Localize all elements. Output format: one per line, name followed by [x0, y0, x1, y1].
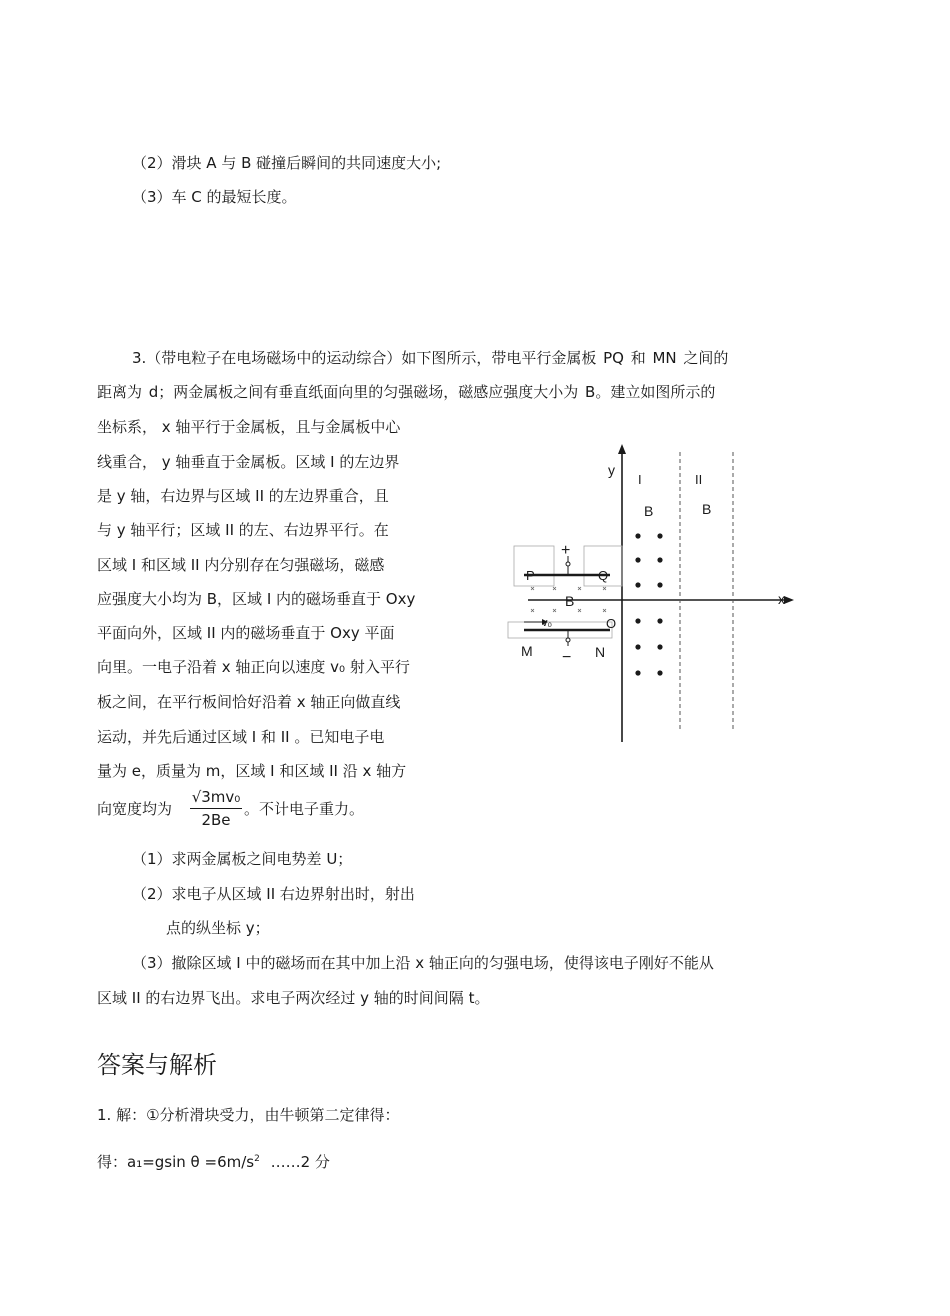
- q3-sub-3-line-1: （3）撤除区域 I 中的磁场而在其中加上沿 x 轴正向的匀强电场，使得该电子刚好不能从: [132, 954, 714, 972]
- field-cross: [531, 587, 534, 590]
- q3-body-line: 向里。一电子沿着 x 轴正向以速度 v₀ 射入平行: [97, 658, 410, 676]
- q3-body-line: 量为 e，质量为 m，区域 I 和区域 II 沿 x 轴方: [97, 762, 407, 780]
- field-dot: [657, 557, 662, 562]
- answer-line-2-main: 得：a₁=gsin θ =6m/s: [97, 1153, 255, 1171]
- field-cross: [553, 587, 556, 590]
- field-cross: [578, 587, 581, 590]
- field-diagram: [500, 440, 810, 745]
- q3-body-line: 与 y 轴平行；区域 II 的左、右边界平行。在: [97, 521, 389, 539]
- fraction-denominator: 2Be: [201, 811, 231, 829]
- field-dots: [635, 533, 662, 675]
- answer-line-2-exponent: 2: [254, 1154, 260, 1164]
- plus-sign: +: [561, 542, 571, 559]
- field-dot: [657, 644, 662, 649]
- field-dot: [635, 557, 640, 562]
- top-terminal: [566, 562, 570, 566]
- q2-part-3: （3）车 C 的最短长度。: [132, 188, 297, 206]
- q3-body-line: 板之间，在平行板间恰好沿着 x 轴正向做直线: [97, 693, 401, 711]
- answer-line-1: 1. 解：①分析滑块受力，由牛顿第二定律得：: [97, 1106, 400, 1124]
- x-axis-label: x: [778, 591, 785, 607]
- region-2-label: II: [695, 472, 703, 487]
- plate-p-label: P: [526, 568, 535, 583]
- b-label-region-1: B: [644, 503, 654, 519]
- field-cross: [603, 587, 606, 590]
- field-cross: [578, 609, 581, 612]
- answer-line-2-score: ……2 分: [270, 1153, 330, 1171]
- field-cross: [553, 609, 556, 612]
- width-prefix: 向宽度均为: [97, 800, 173, 818]
- q3-body-line: 坐标系， x 轴平行于金属板，且与金属板中心: [97, 418, 401, 436]
- answers-heading: 答案与解析: [97, 1051, 217, 1079]
- b-label-region-2: B: [702, 501, 712, 517]
- field-dot: [657, 533, 662, 538]
- q3-body-line: 线重合， y 轴垂直于金属板。区域 I 的左边界: [97, 453, 400, 471]
- field-dot: [635, 670, 640, 675]
- field-dot: [635, 582, 640, 587]
- field-dot: [657, 670, 662, 675]
- q2-part-2: （2）滑块 A 与 B 碰撞后瞬间的共同速度大小;: [132, 154, 442, 172]
- b-label-plates: B: [565, 593, 575, 609]
- width-fraction: [190, 788, 242, 829]
- region-1-label: I: [638, 472, 642, 487]
- plate-n-label: N: [595, 644, 606, 660]
- q3-sub-1: （1）求两金属板之间电势差 U；: [132, 850, 353, 868]
- bottom-terminal: [566, 638, 570, 642]
- q3-intro-line-1: 3.（带电粒子在电场磁场中的运动综合）如下图所示，带电平行金属板 PQ 和 MN 之间的: [132, 349, 729, 367]
- field-dot: [657, 582, 662, 587]
- plate-m-label: M: [521, 643, 533, 659]
- q3-body-line: 是 y 轴，右边界与区域 II 的左边界重合，且: [97, 487, 389, 505]
- field-dot: [657, 618, 662, 623]
- q3-body-line: 运动，并先后通过区域 I 和 II 。已知电子电: [97, 728, 385, 746]
- fraction-numerator: √3mv₀: [191, 788, 241, 806]
- answer-line-2: [97, 1149, 330, 1172]
- width-suffix: 。不计电子重力。: [244, 800, 365, 818]
- x-axis-arrow: [784, 596, 794, 604]
- minus-sign: −: [562, 649, 572, 666]
- field-cross: [603, 609, 606, 612]
- q3-body-line: 应强度大小均为 B，区域 I 内的磁场垂直于 Oxy: [97, 590, 416, 608]
- q3-body-line: 平面向外，区域 II 内的磁场垂直于 Oxy 平面: [97, 624, 395, 642]
- v0-label: v₀: [542, 617, 553, 629]
- y-axis-arrow: [618, 444, 626, 454]
- q3-sub-3-line-2: 区域 II 的右边界飞出。求电子两次经过 y 轴的时间间隔 t。: [97, 989, 490, 1007]
- field-dot: [635, 618, 640, 623]
- fraction-bar: [190, 808, 242, 809]
- field-cross: [531, 609, 534, 612]
- field-dot: [635, 533, 640, 538]
- q3-sub-2-line-2: 点的纵坐标 y；: [166, 919, 270, 937]
- origin-label: O: [606, 616, 617, 631]
- field-dot: [635, 644, 640, 649]
- plate-q-label: Q: [598, 568, 609, 583]
- y-axis-label: y: [608, 462, 615, 478]
- q3-sub-2-line-1: （2）求电子从区域 II 右边界射出时，射出: [132, 885, 415, 903]
- q3-intro-line-2: 距离为 d；两金属板之间有垂直纸面向里的匀强磁场，磁感应强度大小为 B。建立如图所示的: [97, 383, 716, 401]
- q3-body-line: 区域 I 和区域 II 内分别存在匀强磁场，磁感: [97, 556, 385, 574]
